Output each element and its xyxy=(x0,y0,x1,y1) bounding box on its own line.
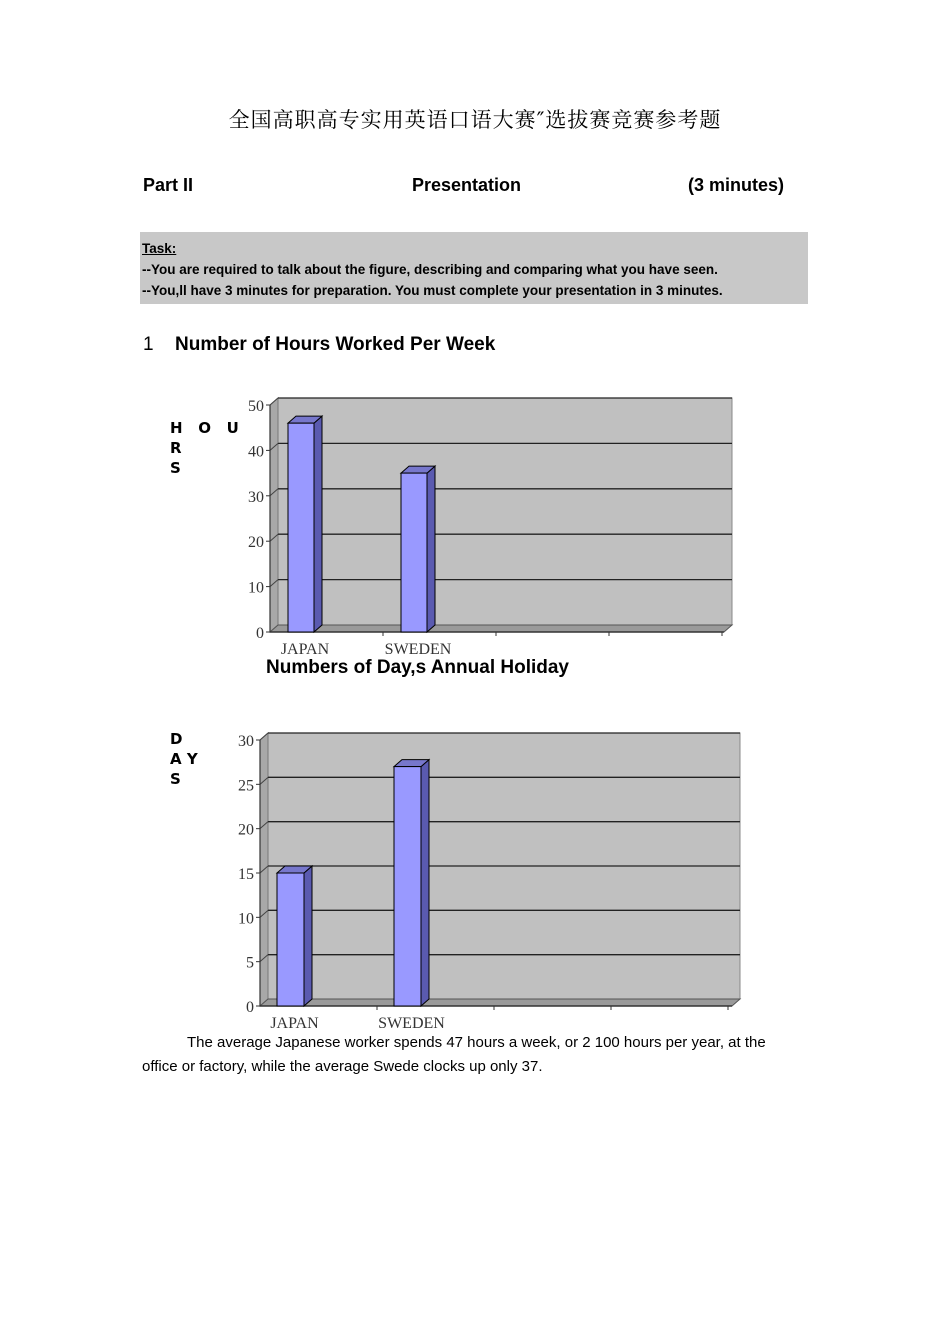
section-number: 1 xyxy=(143,334,154,355)
bar-side-japan xyxy=(304,866,312,1006)
document-title: 全国高职高专实用英语口语大赛″选拔赛竞赛参考题 xyxy=(228,108,722,132)
x-label-sweden: SWEDEN xyxy=(384,641,452,658)
y-tick-label-0: 0 xyxy=(256,625,264,642)
body-paragraph: The average Japanese worker spends 47 hours a week, or 2 100 hours per year, at the office or factory, while the average Swede clocks up only 37. xyxy=(142,1034,766,1075)
bar-side-sweden xyxy=(427,466,435,632)
bar-sweden xyxy=(401,473,427,632)
y-tick-label-25: 25 xyxy=(238,777,254,795)
bar-side-sweden xyxy=(421,760,429,1006)
bar-japan xyxy=(288,423,314,632)
plot-floor xyxy=(260,999,740,1006)
y-tick-label-5: 5 xyxy=(246,954,254,972)
task-label: Task: xyxy=(142,241,177,256)
task-box xyxy=(140,232,808,304)
gridline-side-20 xyxy=(260,822,268,829)
gridline-side-50 xyxy=(270,398,278,405)
y-tick-label-30: 30 xyxy=(238,733,254,750)
x-label-japan: JAPAN xyxy=(270,1015,319,1032)
gridline-side-25 xyxy=(260,777,268,784)
gridline-side-10 xyxy=(270,580,278,587)
section-heading xyxy=(143,334,495,356)
part-name: Presentation xyxy=(412,175,522,195)
y-tick-label-0: 0 xyxy=(246,999,254,1016)
y-tick-label-40: 40 xyxy=(248,443,264,461)
chart2-ylabel: D A Y S xyxy=(170,730,198,788)
gridline-side-20 xyxy=(270,534,278,541)
bar-top-sweden xyxy=(394,760,429,767)
y-tick-label-15: 15 xyxy=(238,866,254,883)
gridline-side-30 xyxy=(270,489,278,496)
bar-side-japan xyxy=(314,416,322,632)
gridline-side-15 xyxy=(260,866,268,873)
chart2-title: Numbers of Day,s Annual Holiday xyxy=(266,657,569,678)
part-duration: (3 minutes) xyxy=(687,175,784,195)
bar-top-japan xyxy=(288,416,322,423)
y-tick-label-10: 10 xyxy=(248,579,264,597)
task-line-2: --You,ll have 3 minutes for preparation. You must complete your presentation in 3 minutes. xyxy=(142,283,723,298)
part-label: Part II xyxy=(143,175,194,195)
y-tick-label-30: 30 xyxy=(248,488,264,506)
section-title: Number of Hours Worked Per Week xyxy=(175,334,496,355)
gridline-side-5 xyxy=(260,955,268,962)
part-header xyxy=(143,175,788,201)
y-tick-label-20: 20 xyxy=(248,534,264,552)
plot-side-wall xyxy=(260,733,268,1006)
gridline-side-10 xyxy=(260,910,268,917)
bar-sweden xyxy=(394,767,421,1006)
gridline-side-30 xyxy=(260,733,268,740)
plot-area xyxy=(278,398,732,625)
bar-top-sweden xyxy=(401,466,435,473)
y-tick-label-10: 10 xyxy=(238,910,254,928)
x-label-sweden: SWEDEN xyxy=(378,1015,445,1032)
gridline-side-40 xyxy=(270,443,278,450)
y-tick-label-50: 50 xyxy=(248,398,264,415)
plot-side-wall xyxy=(270,398,278,632)
bar-top-japan xyxy=(277,866,312,873)
y-tick-label-20: 20 xyxy=(238,821,254,839)
plot-area xyxy=(268,733,740,999)
task-line-1: --You are required to talk about the figure, describing and comparing what you have seen. xyxy=(142,262,718,277)
bar-japan xyxy=(277,873,304,1006)
x-label-japan: JAPAN xyxy=(280,641,330,658)
plot-floor xyxy=(270,625,732,632)
chart1-ylabel: H O U R S xyxy=(170,419,239,477)
